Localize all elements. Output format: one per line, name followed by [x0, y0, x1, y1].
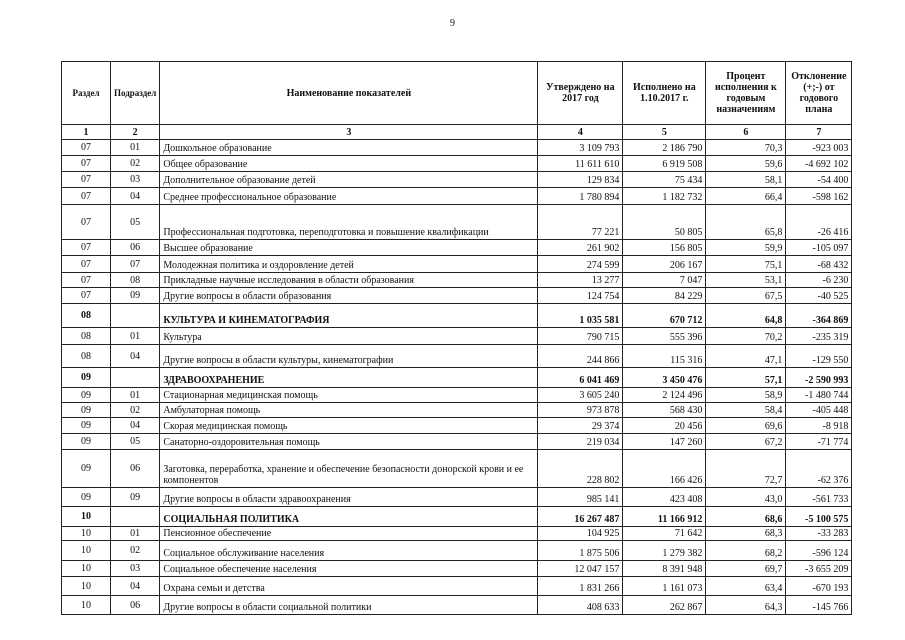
- podrazdel-cell: [111, 304, 160, 328]
- razdel-cell: 10: [62, 541, 111, 561]
- table-row: [62, 527, 852, 541]
- executed-cell: 7 047: [623, 273, 706, 288]
- approved-cell: 219 034: [538, 434, 623, 450]
- approved-cell: 261 902: [538, 240, 623, 256]
- name-cell: КУЛЬТУРА И КИНЕМАТОГРАФИЯ: [160, 304, 538, 328]
- deviation-cell: -40 525: [786, 288, 852, 304]
- name-cell: Социальное обслуживание населения: [160, 541, 538, 561]
- percent-cell: 75,1: [706, 256, 786, 273]
- podrazdel-cell: 09: [111, 488, 160, 507]
- podrazdel-cell: 01: [111, 140, 160, 156]
- budget-table: [61, 61, 852, 615]
- deviation-cell: -596 124: [786, 541, 852, 561]
- podrazdel-cell: [111, 507, 160, 527]
- approved-cell: 11 611 610: [538, 156, 623, 172]
- podrazdel-cell: 05: [111, 205, 160, 240]
- name-cell: Другие вопросы в области социальной политики: [160, 596, 538, 615]
- approved-cell: 1 035 581: [538, 304, 623, 328]
- podrazdel-cell: [111, 368, 160, 388]
- name-cell: Другие вопросы в области культуры, кинематографии: [160, 345, 538, 368]
- header-podrazdel: Подраздел: [111, 62, 160, 125]
- table-row: [62, 304, 852, 328]
- percent-cell: 43,0: [706, 488, 786, 507]
- name-cell: Амбулаторная помощь: [160, 403, 538, 418]
- podrazdel-cell: 04: [111, 345, 160, 368]
- executed-cell: 2 124 496: [623, 388, 706, 403]
- name-cell: Охрана семьи и детства: [160, 577, 538, 596]
- percent-cell: 59,9: [706, 240, 786, 256]
- executed-cell: 8 391 948: [623, 561, 706, 577]
- name-cell: Другие вопросы в области здравоохранения: [160, 488, 538, 507]
- percent-cell: 69,7: [706, 561, 786, 577]
- executed-cell: 20 456: [623, 418, 706, 434]
- column-number: 6: [706, 125, 786, 140]
- razdel-cell: 09: [62, 434, 111, 450]
- approved-cell: 124 754: [538, 288, 623, 304]
- percent-cell: 69,6: [706, 418, 786, 434]
- podrazdel-cell: 03: [111, 561, 160, 577]
- percent-cell: 67,5: [706, 288, 786, 304]
- approved-cell: 3 605 240: [538, 388, 623, 403]
- name-cell: Высшее образование: [160, 240, 538, 256]
- table-row: [62, 345, 852, 368]
- approved-cell: 274 599: [538, 256, 623, 273]
- table-row: [62, 418, 852, 434]
- percent-cell: 66,4: [706, 188, 786, 205]
- table-row: [62, 488, 852, 507]
- deviation-cell: -62 376: [786, 450, 852, 488]
- approved-cell: 408 633: [538, 596, 623, 615]
- podrazdel-cell: 05: [111, 434, 160, 450]
- header-row: [62, 62, 852, 125]
- executed-cell: 84 229: [623, 288, 706, 304]
- razdel-cell: 07: [62, 256, 111, 273]
- razdel-cell: 08: [62, 304, 111, 328]
- percent-cell: 67,2: [706, 434, 786, 450]
- deviation-cell: -235 319: [786, 328, 852, 345]
- name-cell: Стационарная медицинская помощь: [160, 388, 538, 403]
- percent-cell: 63,4: [706, 577, 786, 596]
- percent-cell: 64,8: [706, 304, 786, 328]
- percent-cell: 53,1: [706, 273, 786, 288]
- deviation-cell: -670 193: [786, 577, 852, 596]
- table-row: [62, 450, 852, 488]
- executed-cell: 11 166 912: [623, 507, 706, 527]
- razdel-cell: 09: [62, 388, 111, 403]
- table-row: [62, 403, 852, 418]
- razdel-cell: 07: [62, 240, 111, 256]
- percent-cell: 68,2: [706, 541, 786, 561]
- name-cell: Пенсионное обеспечение: [160, 527, 538, 541]
- column-number: 2: [111, 125, 160, 140]
- name-cell: Заготовка, переработка, хранение и обеспечение безопасности донорской крови и ее компонентов: [160, 450, 538, 488]
- executed-cell: 71 642: [623, 527, 706, 541]
- column-number: 1: [62, 125, 111, 140]
- percent-cell: 68,6: [706, 507, 786, 527]
- razdel-cell: 07: [62, 156, 111, 172]
- executed-cell: 166 426: [623, 450, 706, 488]
- table-row: [62, 561, 852, 577]
- percent-cell: 70,3: [706, 140, 786, 156]
- executed-cell: 1 182 732: [623, 188, 706, 205]
- approved-cell: 1 875 506: [538, 541, 623, 561]
- razdel-cell: 10: [62, 507, 111, 527]
- razdel-cell: 08: [62, 345, 111, 368]
- table-row: [62, 205, 852, 240]
- executed-cell: 423 408: [623, 488, 706, 507]
- deviation-cell: -3 655 209: [786, 561, 852, 577]
- podrazdel-cell: 04: [111, 577, 160, 596]
- name-cell: Скорая медицинская помощь: [160, 418, 538, 434]
- percent-cell: 64,3: [706, 596, 786, 615]
- table-row: [62, 273, 852, 288]
- name-cell: Общее образование: [160, 156, 538, 172]
- percent-cell: 47,1: [706, 345, 786, 368]
- executed-cell: 115 316: [623, 345, 706, 368]
- deviation-cell: -4 692 102: [786, 156, 852, 172]
- approved-cell: 12 047 157: [538, 561, 623, 577]
- table-row: [62, 188, 852, 205]
- column-number: 5: [623, 125, 706, 140]
- column-number: 4: [538, 125, 623, 140]
- razdel-cell: 09: [62, 418, 111, 434]
- page-number: 9: [450, 18, 455, 29]
- razdel-cell: 07: [62, 188, 111, 205]
- approved-cell: 790 715: [538, 328, 623, 345]
- table-row: [62, 507, 852, 527]
- podrazdel-cell: 08: [111, 273, 160, 288]
- podrazdel-cell: 01: [111, 527, 160, 541]
- column-number: 7: [786, 125, 852, 140]
- name-cell: ЗДРАВООХРАНЕНИЕ: [160, 368, 538, 388]
- podrazdel-cell: 03: [111, 172, 160, 188]
- column-number-row: [62, 125, 852, 140]
- percent-cell: 70,2: [706, 328, 786, 345]
- header-executed: Исполнено на 1.10.2017 г.: [623, 62, 706, 125]
- executed-cell: 206 167: [623, 256, 706, 273]
- razdel-cell: 07: [62, 140, 111, 156]
- name-cell: Среднее профессиональное образование: [160, 188, 538, 205]
- table-row: [62, 596, 852, 615]
- name-cell: Прикладные научные исследования в области образования: [160, 273, 538, 288]
- podrazdel-cell: 04: [111, 188, 160, 205]
- deviation-cell: -405 448: [786, 403, 852, 418]
- approved-cell: 3 109 793: [538, 140, 623, 156]
- name-cell: Молодежная политика и оздоровление детей: [160, 256, 538, 273]
- razdel-cell: 07: [62, 288, 111, 304]
- podrazdel-cell: 02: [111, 541, 160, 561]
- executed-cell: 3 450 476: [623, 368, 706, 388]
- razdel-cell: 09: [62, 368, 111, 388]
- approved-cell: 6 041 469: [538, 368, 623, 388]
- deviation-cell: -26 416: [786, 205, 852, 240]
- deviation-cell: -145 766: [786, 596, 852, 615]
- deviation-cell: -8 918: [786, 418, 852, 434]
- executed-cell: 670 712: [623, 304, 706, 328]
- approved-cell: 228 802: [538, 450, 623, 488]
- deviation-cell: -5 100 575: [786, 507, 852, 527]
- podrazdel-cell: 06: [111, 240, 160, 256]
- razdel-cell: 10: [62, 596, 111, 615]
- table-row: [62, 368, 852, 388]
- header-name: Наименование показателей: [160, 62, 538, 125]
- razdel-cell: 10: [62, 561, 111, 577]
- approved-cell: 104 925: [538, 527, 623, 541]
- percent-cell: 58,9: [706, 388, 786, 403]
- table-row: [62, 577, 852, 596]
- table-row: [62, 240, 852, 256]
- table-row: [62, 434, 852, 450]
- header-approved: Утверждено на 2017 год: [538, 62, 623, 125]
- razdel-cell: 07: [62, 172, 111, 188]
- table-row: [62, 328, 852, 345]
- razdel-cell: 09: [62, 403, 111, 418]
- table-row: [62, 288, 852, 304]
- executed-cell: 1 161 073: [623, 577, 706, 596]
- podrazdel-cell: 06: [111, 596, 160, 615]
- approved-cell: 985 141: [538, 488, 623, 507]
- name-cell: Дошкольное образование: [160, 140, 538, 156]
- percent-cell: 65,8: [706, 205, 786, 240]
- razdel-cell: 09: [62, 488, 111, 507]
- razdel-cell: 07: [62, 205, 111, 240]
- razdel-cell: 09: [62, 450, 111, 488]
- header-deviation: Отклонение (+;-) от годового плана: [786, 62, 852, 125]
- table-row: [62, 388, 852, 403]
- podrazdel-cell: 07: [111, 256, 160, 273]
- name-cell: Другие вопросы в области образования: [160, 288, 538, 304]
- name-cell: Социальное обеспечение населения: [160, 561, 538, 577]
- table-row: [62, 541, 852, 561]
- podrazdel-cell: 02: [111, 403, 160, 418]
- deviation-cell: -71 774: [786, 434, 852, 450]
- executed-cell: 555 396: [623, 328, 706, 345]
- table-row: [62, 140, 852, 156]
- razdel-cell: 07: [62, 273, 111, 288]
- approved-cell: 16 267 487: [538, 507, 623, 527]
- approved-cell: 13 277: [538, 273, 623, 288]
- percent-cell: 59,6: [706, 156, 786, 172]
- percent-cell: 68,3: [706, 527, 786, 541]
- approved-cell: 1 780 894: [538, 188, 623, 205]
- deviation-cell: -561 733: [786, 488, 852, 507]
- approved-cell: 29 374: [538, 418, 623, 434]
- name-cell: Культура: [160, 328, 538, 345]
- header-percent: Процент исполнения к годовым назначениям: [706, 62, 786, 125]
- executed-cell: 75 434: [623, 172, 706, 188]
- podrazdel-cell: 01: [111, 328, 160, 345]
- deviation-cell: -923 003: [786, 140, 852, 156]
- deviation-cell: -68 432: [786, 256, 852, 273]
- column-number: 3: [160, 125, 538, 140]
- deviation-cell: -598 162: [786, 188, 852, 205]
- deviation-cell: -364 869: [786, 304, 852, 328]
- table-row: [62, 256, 852, 273]
- table-row: [62, 172, 852, 188]
- name-cell: СОЦИАЛЬНАЯ ПОЛИТИКА: [160, 507, 538, 527]
- executed-cell: 147 260: [623, 434, 706, 450]
- razdel-cell: 10: [62, 527, 111, 541]
- deviation-cell: -6 230: [786, 273, 852, 288]
- razdel-cell: 08: [62, 328, 111, 345]
- table-row: [62, 156, 852, 172]
- name-cell: Дополнительное образование детей: [160, 172, 538, 188]
- deviation-cell: -2 590 993: [786, 368, 852, 388]
- executed-cell: 1 279 382: [623, 541, 706, 561]
- percent-cell: 72,7: [706, 450, 786, 488]
- approved-cell: 973 878: [538, 403, 623, 418]
- executed-cell: 50 805: [623, 205, 706, 240]
- header-razdel: Раздел: [62, 62, 111, 125]
- deviation-cell: -33 283: [786, 527, 852, 541]
- executed-cell: 156 805: [623, 240, 706, 256]
- razdel-cell: 10: [62, 577, 111, 596]
- approved-cell: 244 866: [538, 345, 623, 368]
- percent-cell: 58,4: [706, 403, 786, 418]
- approved-cell: 129 834: [538, 172, 623, 188]
- executed-cell: 2 186 790: [623, 140, 706, 156]
- podrazdel-cell: 02: [111, 156, 160, 172]
- percent-cell: 58,1: [706, 172, 786, 188]
- executed-cell: 6 919 508: [623, 156, 706, 172]
- executed-cell: 568 430: [623, 403, 706, 418]
- approved-cell: 1 831 266: [538, 577, 623, 596]
- podrazdel-cell: 04: [111, 418, 160, 434]
- podrazdel-cell: 01: [111, 388, 160, 403]
- approved-cell: 77 221: [538, 205, 623, 240]
- deviation-cell: -129 550: [786, 345, 852, 368]
- podrazdel-cell: 09: [111, 288, 160, 304]
- podrazdel-cell: 06: [111, 450, 160, 488]
- deviation-cell: -1 480 744: [786, 388, 852, 403]
- percent-cell: 57,1: [706, 368, 786, 388]
- deviation-cell: -105 097: [786, 240, 852, 256]
- executed-cell: 262 867: [623, 596, 706, 615]
- name-cell: Санаторно-оздоровительная помощь: [160, 434, 538, 450]
- name-cell: Профессиональная подготовка, переподготовка и повышение квалификации: [160, 205, 538, 240]
- deviation-cell: -54 400: [786, 172, 852, 188]
